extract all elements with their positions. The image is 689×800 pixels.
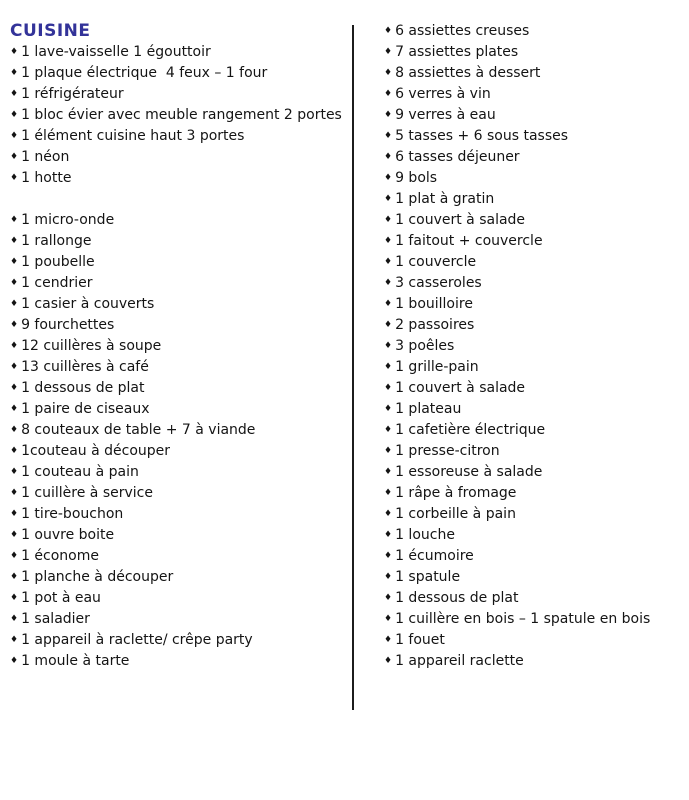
item-text: 1 râpe à fromage (395, 485, 517, 501)
diamond-bullet-icon: ♦ (384, 383, 393, 393)
list-item (10, 63, 350, 84)
diamond-bullet-icon: ♦ (384, 509, 393, 519)
list-item (384, 315, 684, 336)
diamond-bullet-icon: ♦ (10, 593, 19, 603)
list-item (384, 42, 684, 63)
item-text: 1 couvercle (395, 254, 477, 270)
diamond-bullet-icon: ♦ (384, 194, 393, 204)
diamond-bullet-icon: ♦ (384, 89, 393, 99)
item-text: 1 couvert à salade (395, 212, 526, 228)
diamond-bullet-icon: ♦ (10, 404, 19, 414)
diamond-bullet-icon: ♦ (384, 110, 393, 120)
item-text: 1 cuillère en bois – 1 spatule en bois (395, 611, 651, 627)
diamond-bullet-icon: ♦ (10, 488, 19, 498)
list-item (10, 630, 350, 651)
diamond-bullet-icon: ♦ (384, 362, 393, 372)
list-item (10, 441, 350, 462)
item-text: 13 cuillères à café (21, 359, 149, 375)
diamond-bullet-icon: ♦ (384, 152, 393, 162)
item-text: 1 bouilloire (395, 296, 473, 312)
diamond-bullet-icon: ♦ (384, 467, 393, 477)
item-text: 1 poubelle (21, 254, 95, 270)
diamond-bullet-icon: ♦ (10, 341, 19, 351)
item-text: 1 hotte (21, 170, 72, 186)
diamond-bullet-icon: ♦ (10, 89, 19, 99)
item-text: 9 fourchettes (21, 317, 115, 333)
item-text: 9 verres à eau (395, 107, 496, 123)
item-text: 6 verres à vin (395, 86, 491, 102)
diamond-bullet-icon: ♦ (10, 110, 19, 120)
item-text: 1 appareil raclette (395, 653, 524, 669)
diamond-bullet-icon: ♦ (384, 278, 393, 288)
item-text: 1 paire de ciseaux (21, 401, 150, 417)
list-item (10, 231, 350, 252)
item-text: 6 tasses déjeuner (395, 149, 520, 165)
item-text: 1 planche à découper (21, 569, 174, 585)
list-item (384, 189, 684, 210)
list-item (384, 147, 684, 168)
diamond-bullet-icon: ♦ (384, 173, 393, 183)
item-text: 1 écumoire (395, 548, 474, 564)
item-text: 1 pot à eau (21, 590, 101, 606)
list-item (10, 294, 350, 315)
diamond-bullet-icon: ♦ (384, 488, 393, 498)
item-text: 1 faitout + couvercle (395, 233, 543, 249)
diamond-bullet-icon: ♦ (384, 257, 393, 267)
list-item (384, 630, 684, 651)
list-item (384, 336, 684, 357)
list-item (384, 210, 684, 231)
list-item (384, 567, 684, 588)
diamond-bullet-icon: ♦ (384, 572, 393, 582)
diamond-bullet-icon: ♦ (10, 362, 19, 372)
list-item (384, 546, 684, 567)
item-text: 1couteau à découper (21, 443, 171, 459)
item-text: 1 économe (21, 548, 100, 564)
item-text: 1 rallonge (21, 233, 92, 249)
diamond-bullet-icon: ♦ (384, 446, 393, 456)
page-title: CUISINE (10, 21, 91, 41)
diamond-bullet-icon: ♦ (384, 530, 393, 540)
diamond-bullet-icon: ♦ (384, 425, 393, 435)
item-text: 5 tasses + 6 sous tasses (395, 128, 569, 144)
diamond-bullet-icon: ♦ (384, 551, 393, 561)
diamond-bullet-icon: ♦ (10, 530, 19, 540)
list-item (10, 420, 350, 441)
list-item (10, 462, 350, 483)
list-item (384, 126, 684, 147)
diamond-bullet-icon: ♦ (10, 383, 19, 393)
item-text: 1 appareil à raclette/ crêpe party (21, 632, 253, 648)
item-text: 1 corbeille à pain (395, 506, 516, 522)
diamond-bullet-icon: ♦ (384, 236, 393, 246)
item-text: 7 assiettes plates (395, 44, 519, 60)
diamond-bullet-icon: ♦ (384, 656, 393, 666)
item-text: 9 bols (395, 170, 438, 186)
item-text: 6 assiettes creuses (395, 23, 530, 39)
item-text: 8 couteaux de table + 7 à viande (21, 422, 256, 438)
list-item (384, 84, 684, 105)
diamond-bullet-icon: ♦ (10, 173, 19, 183)
diamond-bullet-icon: ♦ (10, 47, 19, 57)
item-text: 1 spatule (395, 569, 461, 585)
item-text: 1 néon (21, 149, 70, 165)
list-item (10, 336, 350, 357)
item-text: 1 saladier (21, 611, 90, 627)
item-text: 1 micro-onde (21, 212, 115, 228)
list-item (10, 651, 350, 672)
item-text: 1 plaque électrique 4 feux – 1 four (21, 65, 268, 81)
diamond-bullet-icon: ♦ (10, 509, 19, 519)
right-column (384, 21, 684, 672)
item-text: 1 cuillère à service (21, 485, 153, 501)
item-text: 1 couvert à salade (395, 380, 526, 396)
list-item (384, 651, 684, 672)
list-item (10, 588, 350, 609)
item-text: 1 grille-pain (395, 359, 479, 375)
list-item (10, 42, 350, 63)
list-item (10, 609, 350, 630)
list-item (384, 483, 684, 504)
list-item (384, 462, 684, 483)
list-item (384, 399, 684, 420)
list-item (10, 315, 350, 336)
list-item (384, 21, 684, 42)
diamond-bullet-icon: ♦ (10, 131, 19, 141)
list-item (10, 126, 350, 147)
list-item (384, 294, 684, 315)
list-item (384, 609, 684, 630)
list-item (384, 420, 684, 441)
diamond-bullet-icon: ♦ (384, 320, 393, 330)
list-item (10, 567, 350, 588)
list-item (384, 63, 684, 84)
diamond-bullet-icon: ♦ (384, 299, 393, 309)
diamond-bullet-icon: ♦ (384, 341, 393, 351)
list-item (10, 168, 350, 189)
item-text: 3 poêles (395, 338, 455, 354)
diamond-bullet-icon: ♦ (10, 68, 19, 78)
list-item (384, 105, 684, 126)
diamond-bullet-icon: ♦ (384, 593, 393, 603)
diamond-bullet-icon: ♦ (10, 614, 19, 624)
item-text: 1 casier à couverts (21, 296, 155, 312)
item-text: 1 moule à tarte (21, 653, 130, 669)
diamond-bullet-icon: ♦ (384, 47, 393, 57)
block-spacer (10, 189, 350, 210)
item-text: 3 casseroles (395, 275, 482, 291)
list-item (384, 231, 684, 252)
item-text: 1 presse-citron (395, 443, 500, 459)
diamond-bullet-icon: ♦ (10, 299, 19, 309)
diamond-bullet-icon: ♦ (384, 215, 393, 225)
diamond-bullet-icon: ♦ (10, 320, 19, 330)
diamond-bullet-icon: ♦ (384, 68, 393, 78)
list-item (10, 546, 350, 567)
item-text: 1 lave-vaisselle 1 égouttoir (21, 44, 211, 60)
diamond-bullet-icon: ♦ (10, 656, 19, 666)
diamond-bullet-icon: ♦ (384, 614, 393, 624)
diamond-bullet-icon: ♦ (384, 26, 393, 36)
item-text: 12 cuillères à soupe (21, 338, 162, 354)
item-text: 1 cendrier (21, 275, 93, 291)
list-item (10, 357, 350, 378)
list-item (384, 504, 684, 525)
item-text: 1 plat à gratin (395, 191, 495, 207)
list-item (384, 525, 684, 546)
diamond-bullet-icon: ♦ (10, 215, 19, 225)
diamond-bullet-icon: ♦ (10, 446, 19, 456)
item-text: 1 tire-bouchon (21, 506, 124, 522)
diamond-bullet-icon: ♦ (384, 404, 393, 414)
list-item (10, 147, 350, 168)
list-item (384, 252, 684, 273)
item-text: 1 ouvre boite (21, 527, 115, 543)
item-text: 1 réfrigérateur (21, 86, 124, 102)
diamond-bullet-icon: ♦ (10, 278, 19, 288)
item-text: 1 louche (395, 527, 455, 543)
list-item (10, 378, 350, 399)
list-item (384, 588, 684, 609)
item-text: 8 assiettes à dessert (395, 65, 541, 81)
diamond-bullet-icon: ♦ (10, 635, 19, 645)
item-text: 1 cafetière électrique (395, 422, 546, 438)
list-item (10, 105, 350, 126)
item-text: 1 bloc évier avec meuble rangement 2 portes (21, 107, 342, 123)
diamond-bullet-icon: ♦ (10, 551, 19, 561)
item-text: 1 dessous de plat (21, 380, 145, 396)
item-text: 1 fouet (395, 632, 445, 648)
list-item (384, 357, 684, 378)
item-text: 1 essoreuse à salade (395, 464, 543, 480)
diamond-bullet-icon: ♦ (10, 572, 19, 582)
column-divider-line (352, 25, 354, 710)
list-item (384, 441, 684, 462)
list-item (10, 84, 350, 105)
diamond-bullet-icon: ♦ (10, 467, 19, 477)
list-item (10, 252, 350, 273)
item-text: 1 dessous de plat (395, 590, 519, 606)
list-item (10, 273, 350, 294)
left-column (10, 20, 350, 672)
item-text: 1 couteau à pain (21, 464, 139, 480)
diamond-bullet-icon: ♦ (10, 425, 19, 435)
list-item (384, 378, 684, 399)
item-text: 2 passoires (395, 317, 475, 333)
diamond-bullet-icon: ♦ (384, 635, 393, 645)
list-item (10, 525, 350, 546)
list-item (10, 483, 350, 504)
list-item (10, 210, 350, 231)
diamond-bullet-icon: ♦ (384, 131, 393, 141)
list-item (384, 273, 684, 294)
item-text: 1 plateau (395, 401, 462, 417)
item-text: 1 élément cuisine haut 3 portes (21, 128, 245, 144)
list-item (10, 504, 350, 525)
diamond-bullet-icon: ♦ (10, 257, 19, 267)
list-item (384, 168, 684, 189)
diamond-bullet-icon: ♦ (10, 236, 19, 246)
list-item (10, 399, 350, 420)
diamond-bullet-icon: ♦ (10, 152, 19, 162)
